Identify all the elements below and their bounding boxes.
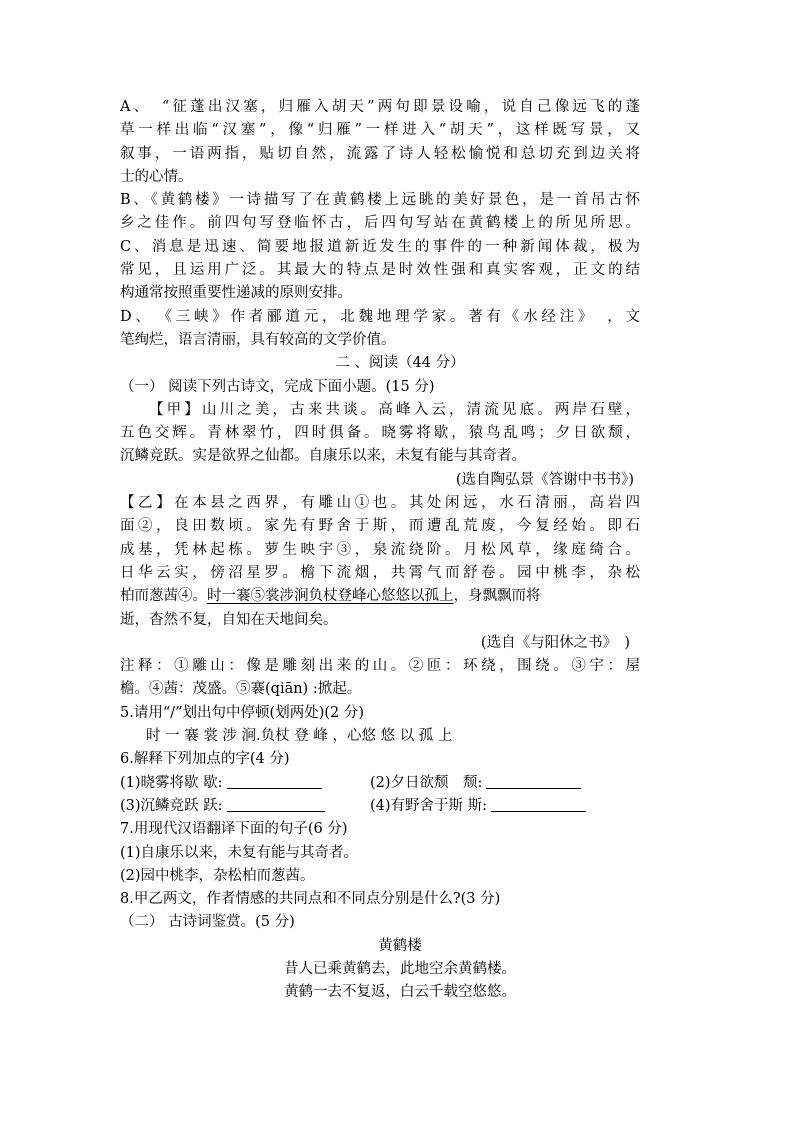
passage-yi-line: 【乙】在本县之西界，有雕山①也。其处闲远，水石清丽，高岩四 [120,495,640,512]
option-b-line: B、《黄鹤楼》一诗描写了在黄鹤楼上远眺的美好景色，是一首吊古怀 [120,192,640,209]
question-6-item [370,775,581,791]
passage-jia-source: (选自陶弘景《答谢中书书》) [455,471,634,488]
question-8-label: 8.甲乙两文，作者情感的共同点和不同点分别是什么?(3 分) [120,891,501,908]
notes-line: 檐。④茜：茂盛。⑤褰(qiān) :掀起。 [120,681,362,698]
question-6-item-text: (4)有野舍于斯 斯: [370,797,488,814]
passage-yi-text: ，身飘飘而将 [453,588,541,605]
answer-blank[interactable] [227,774,322,789]
question-6-item-text: (3)沉鳞竞跃 跃: [120,797,223,814]
option-a-line: A、 “征蓬出汉塞，归雁入胡天”两句即景设喻，说自己像远飞的蓬 [120,99,640,115]
option-a-line: 叙事，一语两指，贴切自然，流露了诗人轻松愉悦和总切充到边关将 [120,145,640,162]
question-6-row [120,795,640,818]
option-c-line: C、消息是迅速、简要地报道新近发生的事件的一种新闻体裁，极为 [120,238,640,255]
passage-jia-line: 【甲】山川之美，古来共谈。高峰入云，清流见底。两岸石壁， [149,401,640,418]
passage-yi-line: 面②，良田数顷。家先有野舍于斯，而遭乱荒废，今复经始。即石 [120,518,640,535]
passage-jia [120,399,640,492]
option-c-line: 构通常按照重要性递减的原则安排。 [120,285,352,302]
question-6-item [120,772,370,795]
passage-jia-line: 五色交辉。青林翠竹，四时俱备。晓雾将歇，猿鸟乱鸣；夕日欲颓， [120,425,640,442]
passage-yi [120,492,640,655]
option-d-line: 笔绚烂，语言清丽，具有较高的文学价值。 [120,331,396,348]
question-6-item-text: (2)夕日欲颓 颓: [370,774,483,791]
option-d-line: D、 《三峡》作者郦道元，北魏地理学家。著有《水经注》 ，文 [120,308,640,325]
exam-page [120,96,640,1005]
answer-blank[interactable] [227,797,325,812]
notes [120,655,640,702]
passage-yi-line: 成基，凭林起栋。萝生映宇③，泉流绕阶。月松风草，缘庭绮合。 [120,541,640,558]
option-b-line: 乡之佳作。前四句写登临怀古，后四句写站在黄鹤楼上的所见所思。 [120,215,640,232]
option-c [120,236,640,306]
option-a-line: 草一样出临“汉塞”，像“归雁”一样进入“胡天”，这样既写景，又 [120,122,640,139]
question-6-item [370,798,586,814]
option-d [120,306,640,353]
poem-title: 黄鹤楼 [378,937,422,954]
question-6-item [120,795,370,818]
passage-yi-text: 柏而葱茜④。 [120,588,207,605]
question-6-label: 6.解释下列加点的字(4 分) [120,751,290,768]
question-6-row [120,772,640,795]
section-title: 二 、阅读（44 分） [335,355,465,372]
passage-yi-line: 逝，杳然不复，自知在天地间矣。 [120,611,338,628]
answer-blank[interactable] [486,774,581,789]
answer-blank[interactable] [491,797,586,812]
notes-line: 注释：①雕山：像是雕刻出来的山。②匝：环绕，围绕。③宇：屋 [120,658,640,675]
passage-yi-line [120,585,640,608]
part1-title: （一） 阅读下列古诗文，完成下面小题。(15 分) [120,378,435,395]
passage-yi-line: 日华云实，傍沼星罗。檐下流烟，共霄气而舒卷。园中桃李，杂松 [120,564,640,581]
question-5-sentence: 时 一 褰 裳 涉 涧.负杖 登 峰 ，心悠 悠 以 孤 上 [146,728,453,745]
passage-yi-source: (选自《与阳休之书》 ) [480,634,630,651]
question-7-item: (1)自康乐以来，未复有能与其奇者。 [120,844,359,861]
underlined-sentence: 时一褰⑤裳涉涧负杖登峰心悠悠以孤上 [207,588,454,605]
poem-line: 昔人已乘黄鹤去，此地空余黄鹤楼。 [284,960,516,977]
option-a [120,96,640,189]
question-7-label: 7.用现代汉语翻译下面的句子(6 分) [120,821,348,838]
option-c-line: 常见，且运用广泛。其最大的特点是时效性强和真实客观，正文的结 [120,262,640,279]
option-b [120,189,640,236]
passage-jia-line: 沉鳞竞跃。实是欲界之仙都。自康乐以来，未复有能与其奇者。 [120,448,526,465]
option-a-line: 士的心情。 [120,168,193,185]
question-5-label: 5.请用“/”划出句中停顿(划两处)(2 分) [120,704,365,721]
question-6-item-text: (1)晓雾将歇 歇: [120,774,223,791]
poem-line: 黄鹤一去不复返，白云千载空悠悠。 [284,984,516,1001]
part2-title: （二） 古诗词鉴赏。(5 分) [120,914,295,931]
question-7-item: (2)园中桃李，杂松柏而葱茜。 [120,867,315,884]
